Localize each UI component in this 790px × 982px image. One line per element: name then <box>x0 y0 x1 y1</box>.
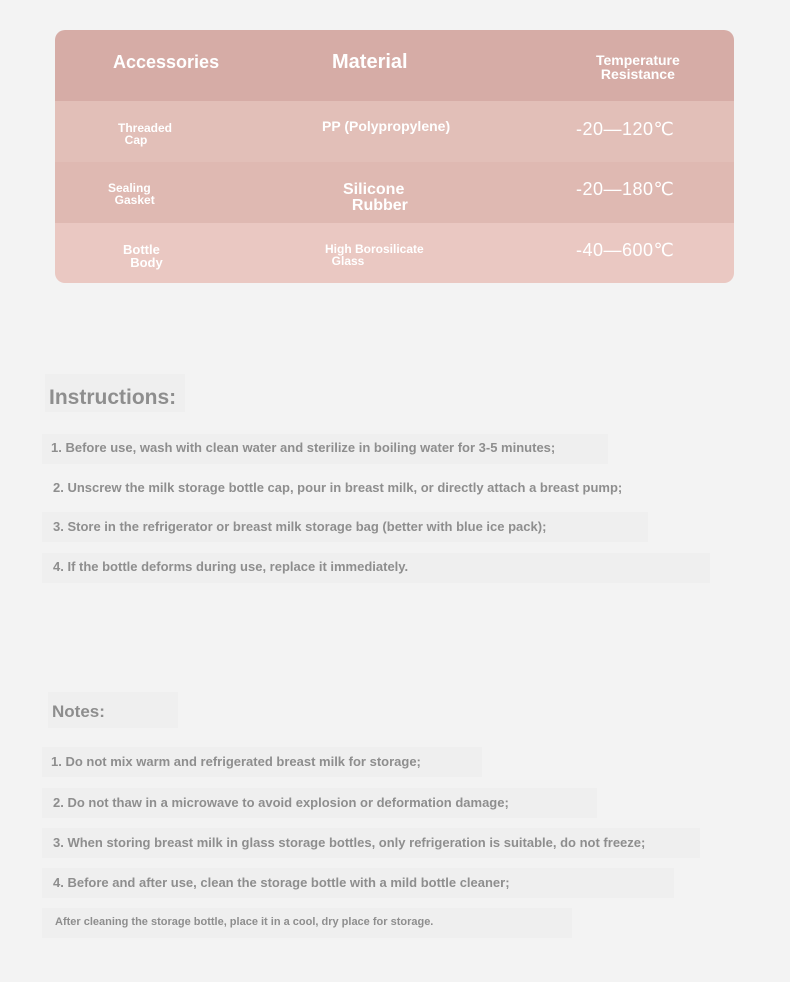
temperature-cell: -20—120℃ <box>576 119 675 139</box>
notes-title: Notes: <box>52 702 105 721</box>
header-accessories: Accessories <box>113 52 220 72</box>
header-material: Material <box>332 51 408 73</box>
instruction-item: 2. Unscrew the milk storage bottle cap, pour in breast milk, or directly attach a breast pump; <box>53 480 623 495</box>
instruction-item: 4. If the bottle deforms during use, replace it immediately. <box>53 559 409 574</box>
instruction-item: 1. Before use, wash with clean water and sterilize in boiling water for 3-5 minutes; <box>51 440 556 455</box>
instructions-title: Instructions: <box>49 386 177 409</box>
material-cell: High Borosilicate Glass <box>325 242 424 268</box>
table-row <box>55 101 734 162</box>
material-cell: Silicone Rubber <box>343 181 408 214</box>
table-row <box>55 162 734 223</box>
temperature-cell: -40—600℃ <box>576 240 675 260</box>
note-item: 4. Before and after use, clean the storage bottle with a mild bottle cleaner; <box>53 875 510 890</box>
note-item: 2. Do not thaw in a microwave to avoid explosion or deformation damage; <box>53 795 509 810</box>
table-row <box>55 223 734 283</box>
instruction-item: 3. Store in the refrigerator or breast milk storage bag (better with blue ice pack); <box>53 519 547 534</box>
material-table <box>55 30 734 283</box>
accessory-cell: Bottle Body <box>123 242 163 270</box>
material-cell: PP (Polypropylene) <box>322 118 451 134</box>
header-temperature-resistance: Temperature Resistance <box>596 52 680 82</box>
accessory-cell: Threaded Cap <box>118 121 173 147</box>
accessory-cell: Sealing Gasket <box>108 181 155 207</box>
notes-footer: After cleaning the storage bottle, place it in a cool, dry place for storage. <box>55 916 434 928</box>
temperature-cell: -20—180℃ <box>576 179 675 199</box>
note-item: 3. When storing breast milk in glass storage bottles, only refrigeration is suitable, do not freeze; <box>53 835 646 850</box>
table-header-row <box>55 30 734 101</box>
note-item: 1. Do not mix warm and refrigerated breast milk for storage; <box>51 754 421 769</box>
